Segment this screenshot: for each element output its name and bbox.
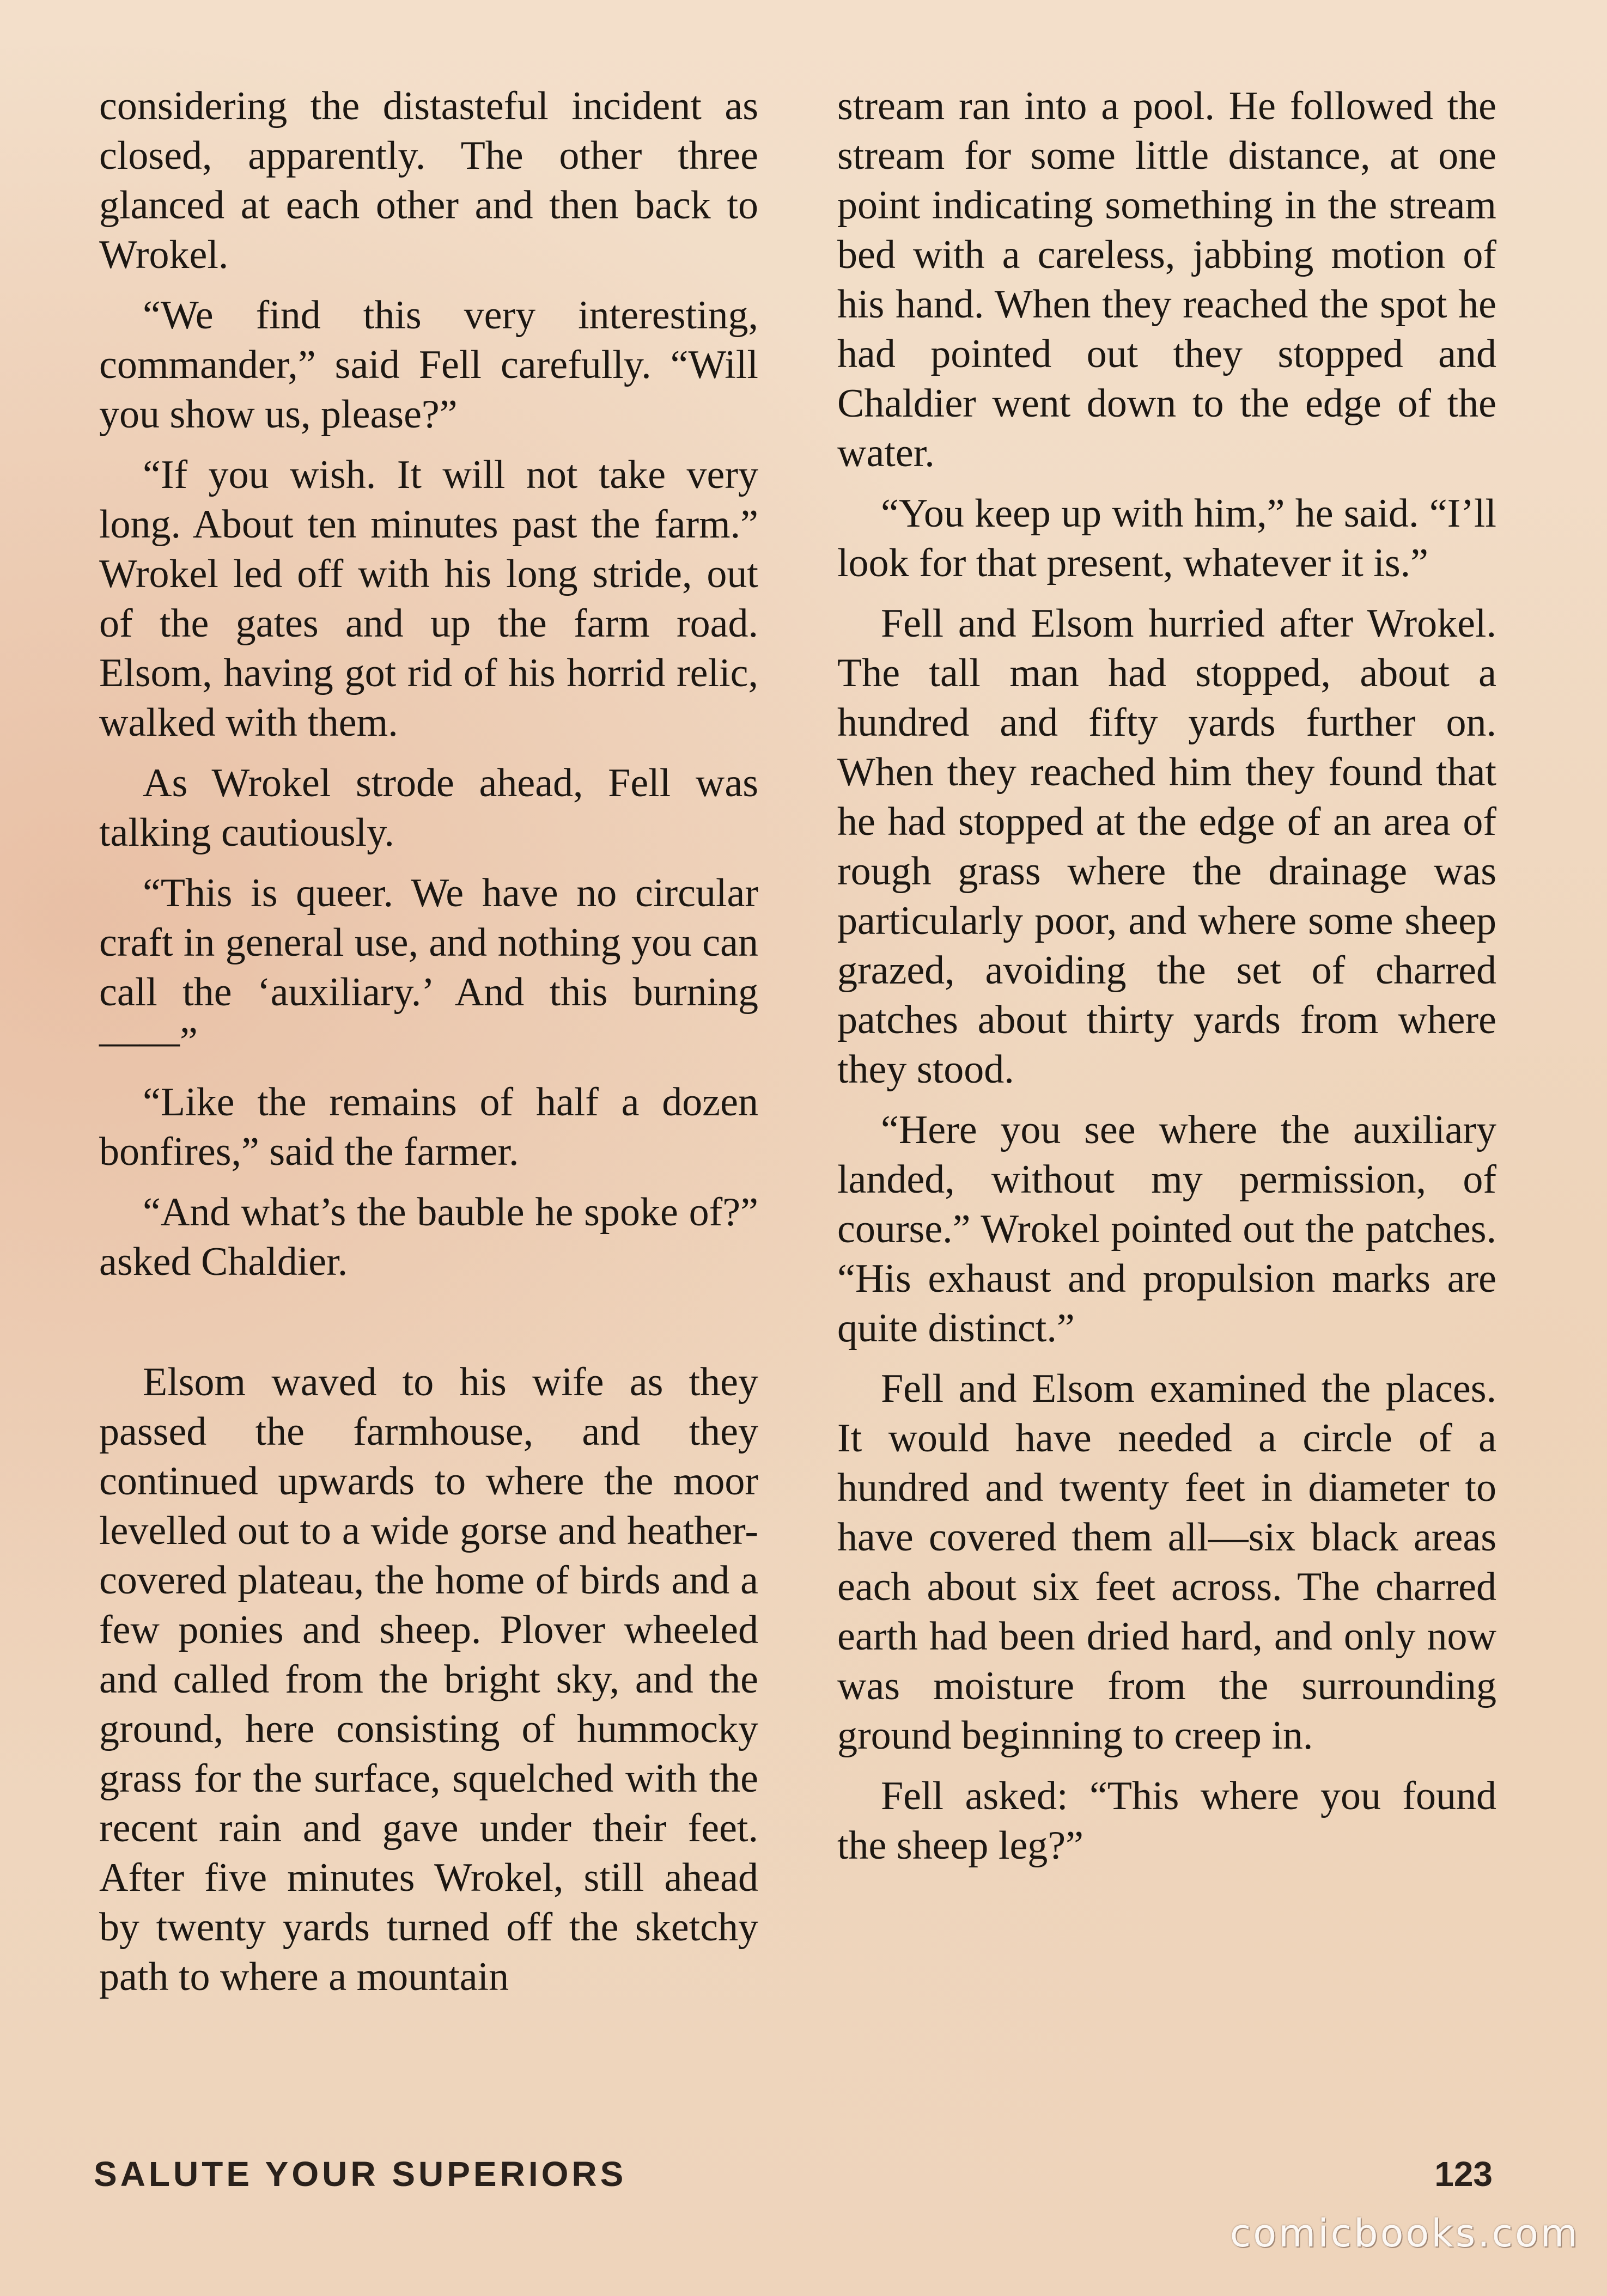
running-footer-title: SALUTE YOUR SUPERIORS bbox=[94, 2154, 627, 2194]
paragraph: “You keep up with him,” he said. “I’ll look for that present, whatever it is.” bbox=[837, 491, 1496, 585]
paragraph: As Wrokel strode ahead, Fell was talking cautiously. bbox=[99, 761, 758, 855]
paragraph: stream ran into a pool. He followed the stream for some little distance, at one point indicating something in the stream bed with a careless, jabbing motion of his hand. When they reached the spot he had pointed out they stopped and Chaldier went down to the edge of the water. bbox=[837, 84, 1496, 475]
page-number: 123 bbox=[1434, 2154, 1493, 2194]
paragraph: “We find this very interesting, commander,” said Fell carefully. “Will you show us, please?” bbox=[99, 293, 758, 437]
paragraph: Fell asked: “This where you found the sheep leg?” bbox=[837, 1774, 1496, 1868]
paragraph: “Here you see where the auxiliary landed, without my permission, of course.” Wrokel pointed out the patches. “His exhaust and propulsion marks are quite distinct.” bbox=[837, 1108, 1496, 1351]
paragraph: Elsom waved to his wife as they passed the farmhouse, and they continued upwards to where the moor levelled out to a wide gorse and heather-covered plateau, the home of birds and a few ponies and sheep. Plover wheeled and called from the bright sky, and the ground, here consisting of hummocky grass for the surface, squelched with the recent rain and gave under their feet. After five minutes Wrokel, still ahead by twenty yards turned off the sketchy path to where a mountain bbox=[99, 1360, 758, 1999]
right-text-column bbox=[837, 82, 1496, 1882]
paragraph: “Like the remains of half a dozen bonfires,” said the farmer. bbox=[99, 1080, 758, 1174]
paragraph: “And what’s the bauble he spoke of?” asked Chaldier. bbox=[99, 1190, 758, 1284]
paragraph: Fell and Elsom examined the places. It would have needed a circle of a hundred and twenty feet in diameter to have covered them all—six black areas each about six feet across. The charred earth had been dried hard, and only now was moisture from the surrounding ground beginning to creep in. bbox=[837, 1366, 1496, 1758]
left-text-column bbox=[99, 82, 758, 2013]
paragraph: “If you wish. It will not take very long. About ten minutes past the farm.” Wrokel led off with his long stride, out of the gates and up the farm road. Elsom, having got rid of his horrid relic, walked with them. bbox=[99, 453, 758, 745]
paragraph: considering the distasteful incident as closed, apparently. The other three glanced at each other and then back to Wrokel. bbox=[99, 84, 758, 277]
paragraph: Fell and Elsom hurried after Wrokel. The tall man had stopped, about a hundred and fifty yards further on. When they reached him they found that he had stopped at the edge of an area of rough grass where the drainage was particularly poor, and where some sheep grazed, avoiding the set of charred patches about thirty yards from where they stood. bbox=[837, 601, 1496, 1092]
watermark: comicbooks.com bbox=[1229, 2211, 1580, 2256]
paragraph: “This is queer. We have no circular craft in general use, and nothing you can call the ‘auxiliary.’ And this burning——” bbox=[99, 871, 758, 1064]
